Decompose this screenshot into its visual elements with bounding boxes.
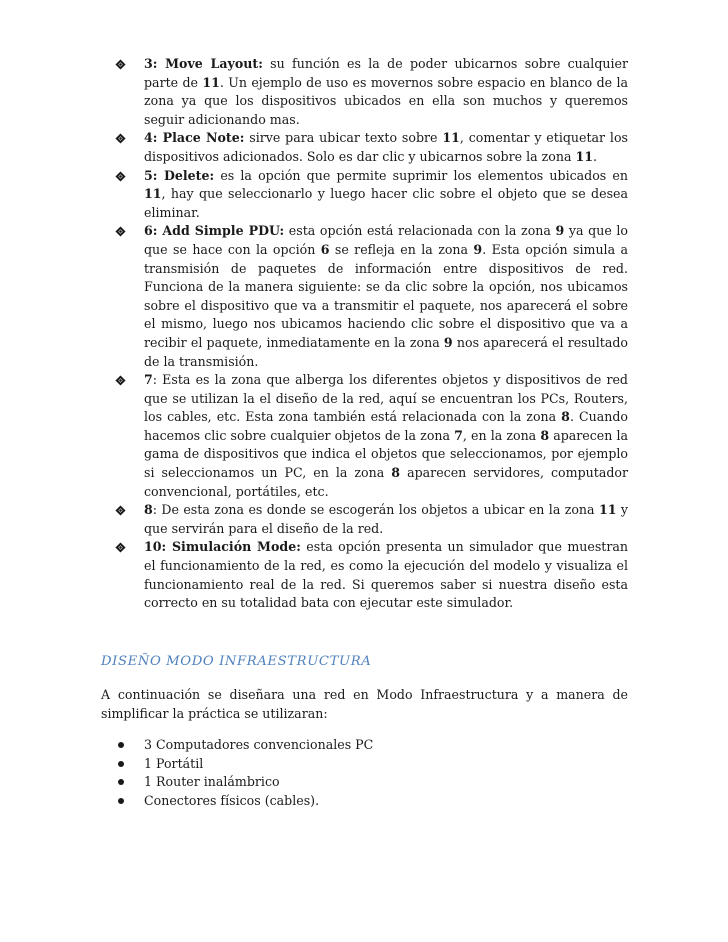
text-run: . Un ejemplo de uso es movernos sobre espacio en blanco de la zona ya que los dispositivos ubicados en ella son muchos y queremos seguir adicionando mas. [144, 74, 628, 127]
feature-text [144, 223, 628, 368]
text-run: ya que lo que se hace con la opción [144, 223, 628, 257]
feature-item [112, 501, 628, 538]
bold-run: 8 [144, 502, 153, 518]
diamond-bullet-icon [115, 375, 126, 386]
text-run: nos aparecerá el resultado de la transmisión. [144, 334, 628, 369]
feature-text [144, 372, 628, 499]
list-item-text: 1 Router inalámbrico [144, 774, 280, 790]
bold-run: 9 [555, 223, 565, 239]
feature-item [112, 222, 628, 371]
bold-run: 9 [473, 241, 483, 257]
bold-run: 6: Add Simple PDU: [144, 223, 285, 239]
text-run: y que servirán para el diseño de la red. [144, 502, 628, 536]
text-run: , comentar y etiquetar los dispositivos adicionados. Solo es dar clic y ubicarnos sobre la zona [144, 130, 628, 164]
bold-run: 9 [443, 334, 453, 350]
equipment-list [112, 736, 373, 810]
diamond-bullet-icon [115, 171, 126, 182]
text-run: : De esta zona es donde se escogerán los objetos a ubicar en la zona [152, 502, 599, 518]
list-item [112, 755, 373, 774]
diamond-bullet-icon [115, 59, 126, 70]
intro-paragraph: A continuación se diseñara una red en Modo Infraestructura y a manera de simplificar la práctica se utilizaran: [101, 687, 628, 721]
list-item-text: 3 Computadores convencionales PC [144, 737, 374, 752]
text-run: , en la zona [462, 427, 541, 443]
feature-list [112, 55, 628, 613]
round-bullet-icon [118, 761, 124, 767]
bold-run: 3: Move Layout: [144, 56, 263, 71]
round-bullet-icon [118, 779, 124, 785]
feature-item [112, 55, 628, 129]
bold-run: 10: Simulación Mode: [144, 539, 301, 555]
bold-run: 8 [540, 427, 550, 443]
feature-item [112, 167, 628, 223]
bold-run: 11 [202, 74, 220, 90]
text-run: : Esta es la zona que alberga los diferentes objetos y dispositivos de red que se utilizan la el diseño de la red, aquí se encuentran los PCs, Routers, los cables, etc. Esta zona también está relacionada con la zona [144, 372, 628, 425]
bold-run: 11 [575, 148, 593, 164]
round-bullet-icon [118, 798, 124, 804]
diamond-bullet-icon [115, 133, 126, 144]
feature-item [112, 371, 628, 501]
text-run: sirve para ubicar texto sobre [244, 130, 443, 146]
feature-text [144, 130, 628, 164]
bold-run: 8 [561, 409, 570, 425]
diamond-bullet-icon [115, 542, 126, 553]
feature-item [112, 538, 628, 612]
feature-item [112, 129, 628, 166]
feature-text [144, 502, 628, 536]
bold-run: 4: Place Note: [144, 130, 245, 146]
text-run: aparecen la gama de dispositivos que indica el objetos que seleccionamos, por ejemplo si seleccionamos un PC, en la zona [144, 427, 629, 481]
feature-text [144, 168, 628, 220]
text-run: se refleja en la zona [329, 241, 474, 257]
feature-text [144, 56, 628, 127]
section-heading: DISEÑO MODO INFRAESTRUCTURA [101, 654, 372, 669]
diamond-bullet-icon [115, 505, 126, 516]
text-run: es la opción que permite suprimir los elementos ubicados en [214, 167, 628, 183]
list-item [112, 792, 373, 811]
text-run: esta opción presenta un simulador que muestran el funcionamiento de la red, es como la ejecución del modelo y visualiza el funcionamiento real de la red. Si queremos saber si nuestra diseño esta correcto en su totalidad bata con ejecutar este simulador. [144, 539, 628, 611]
bold-run: 5: Delete: [144, 167, 215, 183]
feature-text [144, 539, 628, 610]
bold-run: 7 [454, 427, 463, 443]
text-run: . [592, 148, 597, 164]
list-item-text: 1 Portátil [144, 755, 204, 771]
list-item [112, 773, 373, 792]
bold-run: 11 [598, 502, 617, 518]
bold-run: 8 [391, 465, 401, 481]
bold-run: 11 [442, 130, 460, 146]
text-run: . Cuando hacemos clic sobre cualquier objetos de la zona [144, 409, 628, 443]
round-bullet-icon [118, 742, 124, 748]
list-item [112, 736, 373, 755]
bold-run: 7 [144, 372, 153, 388]
diamond-bullet-icon [115, 226, 126, 237]
bold-run: 11 [144, 186, 162, 202]
list-item-text: Conectores físicos (cables). [144, 792, 320, 808]
text-run: . Esta opción simula a transmisión de paquetes de información entre dispositivos de red. Funciona de la manera siguiente: se da clic sobre la opción, nos ubicamos sobre el dispositivo que va a transmitir el paquete, nos aparecerá el sobre el mismo, luego nos ubicamos haciendo clic sobre el dispositivo que va a recibir el paquete, inmediatamente en la zona [144, 241, 628, 350]
bold-run: 6 [320, 241, 330, 257]
text-run: su función es la de poder ubicarnos sobre cualquier parte de [144, 56, 628, 90]
text-run: aparecen servidores, computador convencional, portátiles, etc. [144, 465, 628, 499]
text-run: , hay que seleccionarlo y luego hacer clic sobre el objeto que se desea eliminar. [144, 186, 628, 220]
text-run: esta opción está relacionada con la zona [284, 223, 556, 239]
